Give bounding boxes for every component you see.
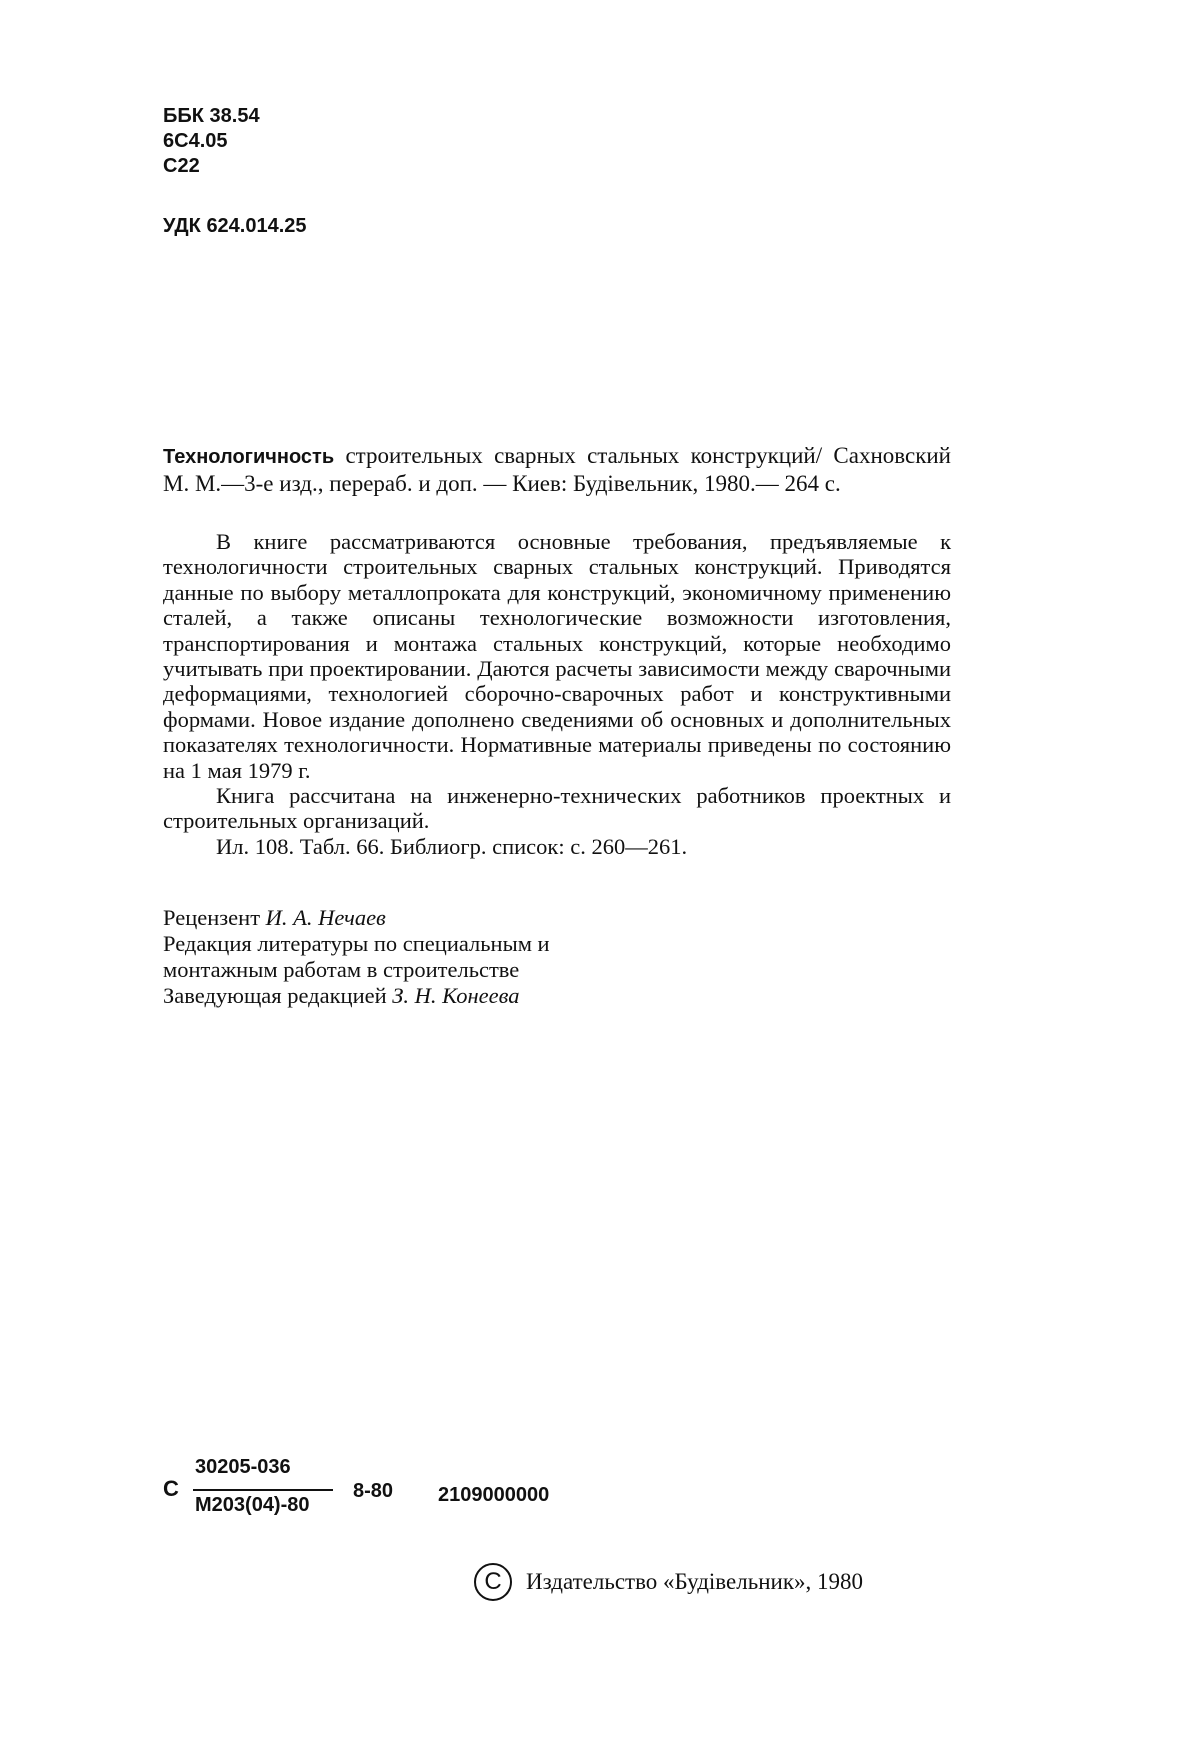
reviewer-line [163,905,550,931]
copyright-text: Издательство «Будiвельник», 1980 [526,1569,864,1594]
annotation-paragraph: Книга рассчитана на инженерно-технических работников проектных и строительных организаций. [163,783,951,834]
editorial-line-2: монтажным работам в строительстве [163,957,520,982]
classifier-code: 2109000000 [438,1484,550,1506]
reviewer-name: И. А. Нечаев [265,905,386,930]
bbk-code: ББК 38.54 [163,105,260,127]
classifier-numerator: 30205-036 [195,1456,291,1478]
annotation-paragraph: Ил. 108. Табл. 66. Библиогр. список: с. 260—261. [216,833,688,859]
copyright-notice [474,1560,863,1604]
annotation [163,529,951,859]
credits [163,905,550,1009]
classifier-denominator: М203(04)-80 [195,1494,310,1516]
fraction-bar [193,1489,333,1491]
copyright-icon: C [474,1563,512,1601]
bibliographic-description [163,443,951,496]
editorial-line-1: Редакция литературы по специальным и [163,931,550,956]
classifier-suffix: 8-80 [353,1480,394,1502]
udk-code: УДК 624.014.25 [163,215,307,237]
editor-head-name: З. Н. Конеева [392,983,520,1008]
classification-code-3: С22 [163,155,200,177]
classification-code-2: 6С4.05 [163,130,228,152]
publication-classifier [163,1456,723,1526]
book-title: Технологичность [163,446,335,468]
classifier-letter: С [163,1476,179,1501]
editor-head-label: Заведующая редакцией [163,983,387,1008]
editor-head-line [163,983,550,1009]
classification-codes [163,104,260,179]
annotation-paragraph: В книге рассматриваются основные требования, предъявляемые к технологичности строительных сварных стальных конструкций. Приводятся данные по выбору металлопроката для конструкций, экономичному применению сталей, а также описаны технологические возможности изготовления, транспортирования и монтажа стальных конструкций, которые необходимо учитывать при проектировании. Даются расчеты зависимости между сварочными деформациями, технологией сборочно-сварочных работ и конструктивными формами. Новое издание дополнено сведениями об основных и дополнительных показателях технологичности. Нормативные материалы приведены по состоянию на 1 мая 1979 г. [163,529,951,783]
bibliographic-details: строительных сварных стальных конструкций/ Сахновский М. М.—3-е изд., перераб. и доп. — Киев: Будiвельник, 1980.— 264 с. [163,443,951,496]
reviewer-label: Рецензент [163,905,261,930]
